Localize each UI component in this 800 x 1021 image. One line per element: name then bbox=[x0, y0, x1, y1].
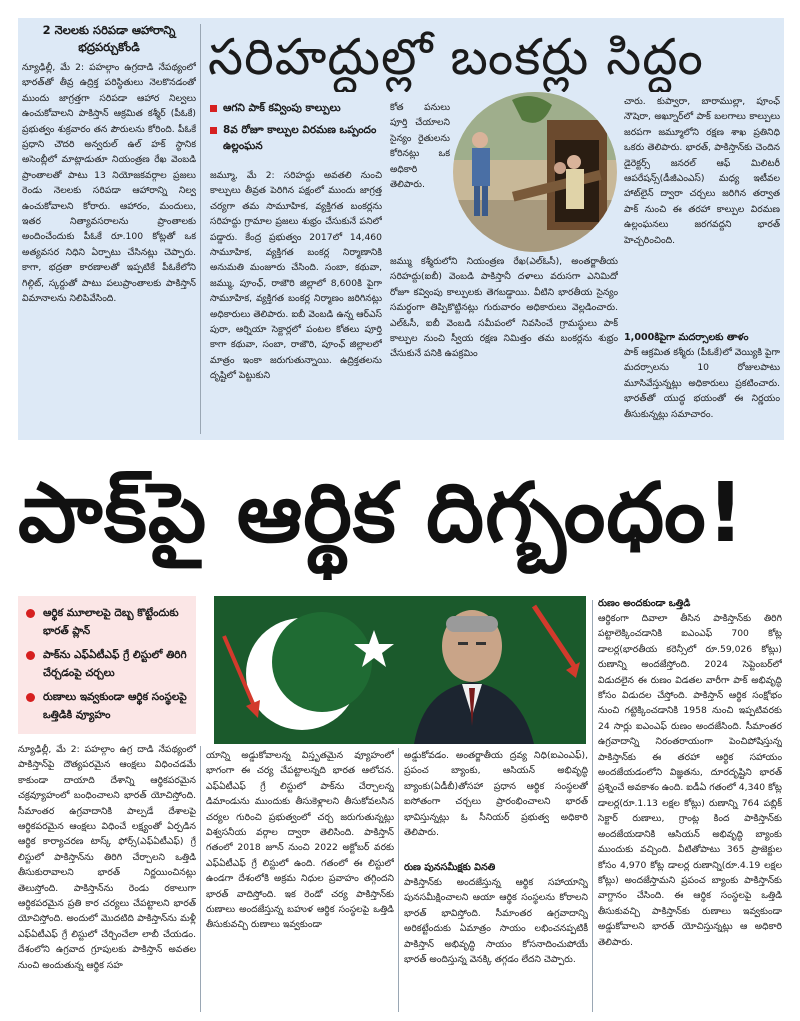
subheading-loan-pressure: రుణం అందకుండా ఒత్తిడి bbox=[598, 598, 691, 609]
column-divider bbox=[592, 600, 593, 1012]
bullet-icon bbox=[26, 609, 35, 618]
main-bullet: పాక్‌ను ఎఫ్ఏటీఎఫ్ గ్రే లిస్టులో తిరిగి చేర్చడంపై చర్చలు bbox=[26, 646, 188, 682]
main-story-column-1: న్యూఢిల్లీ, మే 2: పహల్గాం ఉగ్ర దాడి నేపథ్యంలో పాకిస్తాన్‌పై దౌత్యపరమైన ఆంక్షలు విధించడమే కాకుండా దాయాది దేశాన్ని ఆర్థికపరమైన చక్రవ్యూహంలో బంధించాలని భారత్ యోచిస్తోంది. సీమాంతర ఉగ్రవాదానికి పాల్పడే దేశాలపై ఆర్థికపరమైన ఆంక్షలు విధించే లక్ష్యంతో ఏర్పడిన ఆర్థిక కార్యాచరణ టాస్క్ ఫోర్స్(ఎఫ్ఏటీఎఫ్) గ్రే లిస్టులో పాకిస్తాన్‌ను తిరిగి చేర్చాలని ఒత్తిడి తీసుకురావాలని భారత్ నిర్ణయించినట్లు తెలుస్తోంది. పాకిస్తాన్‌ను రెండు రకాలుగా ఆర్థికపరమైన ప్రతి కార చర్యలు చేపట్టాలని భారత్ యోచిస్తోంది. అందులో మొదటిది పాకిస్తాన్‌ను మళ్లీ ఎఫ్ఏటీఎఫ్ గ్రే లిస్టులో చేర్చించేలా లాబీ చేయడం. దేశంలోని ఉగ్రవాద గ్రూపులకు పాకిస్తాన్ అవతల నుంచి అందుతున్న ఆర్థిక సహ bbox=[18, 744, 196, 971]
main-story-column-2: యాన్ని అడ్డుకోవాలన్న విస్తృతమైన వ్యూహంలో భాగంగా ఈ చర్య చేపట్టాలన్నది భారత ఆలోచన. ఎఫ్ఏటీఎఫ్ గ్రే లిస్టులో పాక్‌ను చేర్చాలన్న డిమాండును ముందుకు తీసుకెళ్లాలని తీసుకోవలసిన చర్యల గురించి ప్రభుత్వంలో చర్చ జరుగుతున్నట్లు విశ్వసనీయ వర్గాల ద్వారా తెలిసింది. పాకిస్తాన్ గతంలో 2018 జూన్ నుంచి 2022 అక్టోబర్ వరకు ఎఫ్ఏటీఎఫ్ గ్రే లిస్టులో ఉంది. గతంలో ఈ లిస్టులో ఉండగా దేశంలోకి అక్రమ నిధుల ప్రవాహం తగ్గిందని భారత్ వాదిస్తోంది. ఇక రెండో చర్య పాకిస్తాన్‌కు రుణాలు అందజేస్తున్న బహుళ ఆర్థిక సంస్థలపై ఒత్తిడి తీసుకువచ్చి రుణాలు ఇవ్వకుండా bbox=[206, 750, 394, 931]
main-story-column-3 bbox=[404, 748, 588, 1014]
bullet-icon bbox=[26, 693, 35, 702]
top-story-column-1: జమ్మూ, మే 2: సరిహద్దు అవతలి నుంచి కాల్పులు తీవ్రత పెరిగిన పక్షంలో ముందు జాగ్రత్త చర్యగా తమ సామూహిక, వ్యక్తిగత బంకర్లను సరిహద్దు గ్రామాల ప్రజలు శుభ్రం చేసుకునే పనిలో పడ్డారు. కేంద్ర ప్రభుత్వం 2017లో 14,460 సామూహిక, వ్యక్తిగత బంకర్ల నిర్మాణానికి అనుమతి మంజూరు చేసింది. సంబా, కథువా, జమ్ము, పూంఛ్, రాజౌరి జిల్లాలో 8,600కి పైగా సామూహిక, వ్యక్తిగత బంకర్ల నిర్మాణం జరిగినట్లు అధికారులు తెలిపారు. ఐబీ వెంబడి ఉన్న ఆర్‌ఎస్ పురా, ఆర్నియా సెక్టార్లలో పంటల కోతలు పూర్తి కాగా కథువా, సంబా, రాజౌరి, పూంఛ్ జిల్లాలలో మాత్రం ఇంకా జరుగుతున్నాయి. ఉద్రిక్తతలను దృష్టిలో పెట్టుకుని bbox=[210, 170, 382, 382]
bullet-icon bbox=[210, 127, 217, 134]
top-bullet: 8వ రోజూ కాల్పుల విరమణ ఒప్పందం ఉల్లంఘన bbox=[210, 122, 380, 154]
column-divider bbox=[398, 748, 399, 1012]
main-story-column-3-text: అడ్డుకోవడం. అంతర్జాతీయ ద్రవ్య నిధి(ఐఎంఎఫ్), ప్రపంచ బ్యాంకు, ఆసియన్ అభివృద్ధి బ్యాంకు(ఏడీబీ)తోసహా ప్రధాన ఆర్థిక సంస్థలతో ఐసోతంగా చర్చలు ప్రారంభించాలని భారత్ భావిస్తున్నట్లు ఓ సీనియర్ ప్రభుత్వ అధికారి తెలిపారు. bbox=[404, 750, 588, 839]
bunker-photo bbox=[452, 90, 618, 254]
bullet-icon bbox=[26, 651, 35, 660]
column-divider bbox=[200, 24, 201, 434]
main-story-column-4 bbox=[598, 596, 782, 1014]
left-story-body: న్యూఢిల్లీ, మే 2: పహల్గాం ఉగ్రదాడి నేపథ్యంలో భారత్‌తో తీవ్ర ఉద్రిక్త పరిస్థితులు నెలకొనడంతో ముందు జాగ్రత్తగా సరిపడా ఆహార నిల్వలు ఉంచుకోవాలని పాకిస్తాన్ ఆక్రమిత కశ్మీర్ (పీఓకే) ప్రభుత్వం శుక్రవారం తన పౌరులను కోరింది. పీఓకే ప్రధాని చౌదరి అన్వరుల్ ఉల్ హక్ స్థానిక అసెంబ్లీలో మాట్లాడుతూ నియంత్రణ రేఖ వెంబడి ప్రాంతాలతో పాటు 13 నియోజకవర్గాల ప్రజలు రెండు నెలలకు సరిపడా ఆహారాన్ని నిల్వ ఉంచుకోవాలని కోరారు. ఆహారం, మందులు, ఇతర నిత్యావసరాలను ప్రాంతాలకు అందించేందుకు పీఓకే రూ.100 కోట్లతో ఒక అత్యవసర నిధిని ఏర్పాటు చేసినట్లు చెప్పారు. కాగా, భద్రతా కారణాలతో ఇప్పటికే పీఓకేలోని గిల్గిట్, స్కర్దుతో పాటు పలుప్రాంతాలకు పాకిస్తాన్ విమానాలను నిలిపివేసింది. bbox=[22, 62, 196, 305]
left-story-headline: 2 నెలలకు సరిపడా ఆహారాన్ని భద్రపర్చుకోండి bbox=[42, 23, 176, 54]
top-story-column-2-top: కోత పనులు పూర్తి చేయాలని సైన్యం రైతులను కోరినట్లు ఒక అధికారి తెలిపారు. bbox=[390, 102, 450, 191]
bullet-icon bbox=[210, 105, 217, 112]
main-story-column-4-text: ఆర్థికంగా దివాలా తీసిన పాకిస్తాన్‌కు తిరిగి పట్టాలెక్కించడానికి ఐఎంఎఫ్ 700 కోట్ల డాలర్ల(భారతీయ కరెన్సీలో రూ.59,026 కోట్లు) రుణాన్ని అందజేస్తోంది. 2024 సెప్టెంబర్‌లో విడుదలైన ఈ రుణం విడతల వారీగా పాక్ అభివృద్ధి కోసం విడుదల చేస్తోంది. పాకిస్తాన్ ఆర్థిక సంక్షోభం నుంచి గట్టెక్కించడానికి 1958 నుంచి ఇప్పటివరకు 24 సార్లు ఐఎంఎఫ్ రుణం అందజేసింది. సీమాంతర ఉగ్రవాదాన్ని నిరంతరాయంగా పెంచిపోషిస్తున్న పాకిస్తాన్‌కు ఈ తరహా ఆర్థిక సహాయం అందజేయడంలోని విజ్ఞతను, దూరదృష్టిని భారత్ ప్రశ్నించే అవకాశం ఉంది. ఐడీఏ గతంలో 4,340 కోట్ల డాలర్ల(రూ.1.13 లక్షల కోట్లు) రుణాన్ని 764 పబ్లిక్ సెక్టార్ రుణాలు, గ్రాంట్ల కింద పాకిస్తాన్‌కు అందజేయడానికి ఆసియన్ అభివృద్ధి బ్యాంకు ముందుకు వచ్చింది. వీటితోపాటు 365 ప్రాజెక్టుల కోసం 4,970 కోట్ల డాలర్ల రుణాన్ని(రూ.4.19 లక్షల కోట్లు) అందజేస్తామని ప్రపంచ బ్యాంకు పాకిస్తాన్‌కు వాగ్దానం చేసింది. ఈ ఆర్థిక సంస్థలపై ఒత్తిడి తీసుకువచ్చి పాకిస్తాన్‌కు రుణాలు ఇవ్వకుండా అడ్డుకోవాలని భారత్ యోచిస్తున్నట్లు ఆ అధికారి తెలిపారు. bbox=[598, 613, 782, 948]
main-bullet: రుణాలు ఇవ్వకుండా ఆర్థిక సంస్థలపై ఒత్తిడికి వ్యూహం bbox=[26, 688, 188, 724]
top-story-column-3-bottom: పాక్ ఆక్రమిత కశ్మీరు (పీఓకే)లో వెయ్యికి పైగా మదర్సాలను 10 రోజులపాటు మూసివేస్తున్నట్లు అధికారులు ప్రకటించారు. భారత్‌తో యుద్ధ భయంతో ఈ నిర్ణయం తీసుకున్నట్లు సమాచారం. bbox=[624, 347, 780, 420]
left-story bbox=[22, 22, 196, 436]
top-story-column-3 bbox=[624, 94, 780, 434]
top-story-column-2: జమ్ము కశ్మీరులోని నియంత్రణ రేఖ(ఎల్‌ఓసీ), అంతర్జాతీయ సరిహద్దు(ఐబీ) వెంబడి పాకిస్తానీ దళాలు వరుసగా ఎనిమిదో రోజూ కవ్వింపు కాల్పులకు తెగబడ్డాయి. వీటిని భారతీయ సైన్యం సమర్థంగా తిప్పికొట్టినట్లు గురువారం అధికారులు వెల్లడించారు. ఎల్‌ఓసీ, ఐబీ వెంబడి సమీపంలో నివసించే గ్రామస్థులు పాక్ కాల్పుల నుంచి స్వీయ రక్షణ నిమిత్తం తమ బంకర్లను శుభ్రం చేసుకునే పనికి ఉపక్రమిం bbox=[390, 256, 618, 360]
main-bullet: ఆర్థిక మూలాలపై దెబ్బ కొట్టేందుకు భారత్ ప్లాన్ bbox=[26, 604, 188, 640]
top-story-bullets bbox=[210, 100, 380, 160]
subheading-loan-review: రుణ పునసమీక్షకు వినతి bbox=[404, 862, 496, 873]
top-story-column-3-text: చారు. కుప్వారా, బారాముల్లా, పూంఛ్ నౌషెరా, అఖ్నూర్‌లో పాక్ బలగాలు కాల్పులు జరపగా జమ్మూలోని రక్షణ శాఖ ప్రతినిధి ఒకరు తెలిపారు. భారత్, పాకిస్తాన్‌కు చెందిన డైరెక్టర్స్ జనరల్ ఆఫ్ మిలిటరీ ఆపరేషన్స్(డీజీఎంఎస్) మధ్య ఇటీవల హాట్‌లైన్ ద్వారా చర్చలు జరిగిన తర్వాత పాక్ నుంచి ఈ తరహా కాల్పుల విరమణ ఉల్లంఘనలు జరగవద్దని భారత్ హెచ్చరించింది. bbox=[624, 96, 780, 246]
top-bullet: ఆగని పాక్ కవ్వింపు కాల్పులు bbox=[210, 100, 380, 116]
top-headline: సరిహద్దుల్లో బంకర్లు సిద్ధం bbox=[208, 28, 704, 86]
main-story-column-3-bottom: పాకిస్తాన్‌కు అందజేస్తున్న ఆర్థిక సహాయాన్ని పునసమీక్షించాలని ఆయా ఆర్థిక సంస్థలను కోరాలని భారత్ భావిస్తోంది. సీమాంతర ఉగ్రవాదాన్ని అరికట్టేందుకు ఏమాత్రం సాయం లభించనప్పటికీ పాకిస్తాన్ అభివృద్ధి సాయం కోసనాదించుపోయే భారత్ అందిస్తున్న వెనక్కి తగ్గడం లేదని చెప్పారు. bbox=[404, 877, 588, 966]
main-headline: పాక్‌పై ఆర్థిక దిగ్బంధం! bbox=[18, 466, 746, 561]
pakistan-flag-graphic bbox=[214, 596, 586, 744]
subheading-madrasas: 1,000కిపైగా మదర్సాలకు తాళం bbox=[624, 332, 749, 343]
main-bullets-box bbox=[18, 596, 196, 734]
column-divider bbox=[200, 746, 201, 1012]
